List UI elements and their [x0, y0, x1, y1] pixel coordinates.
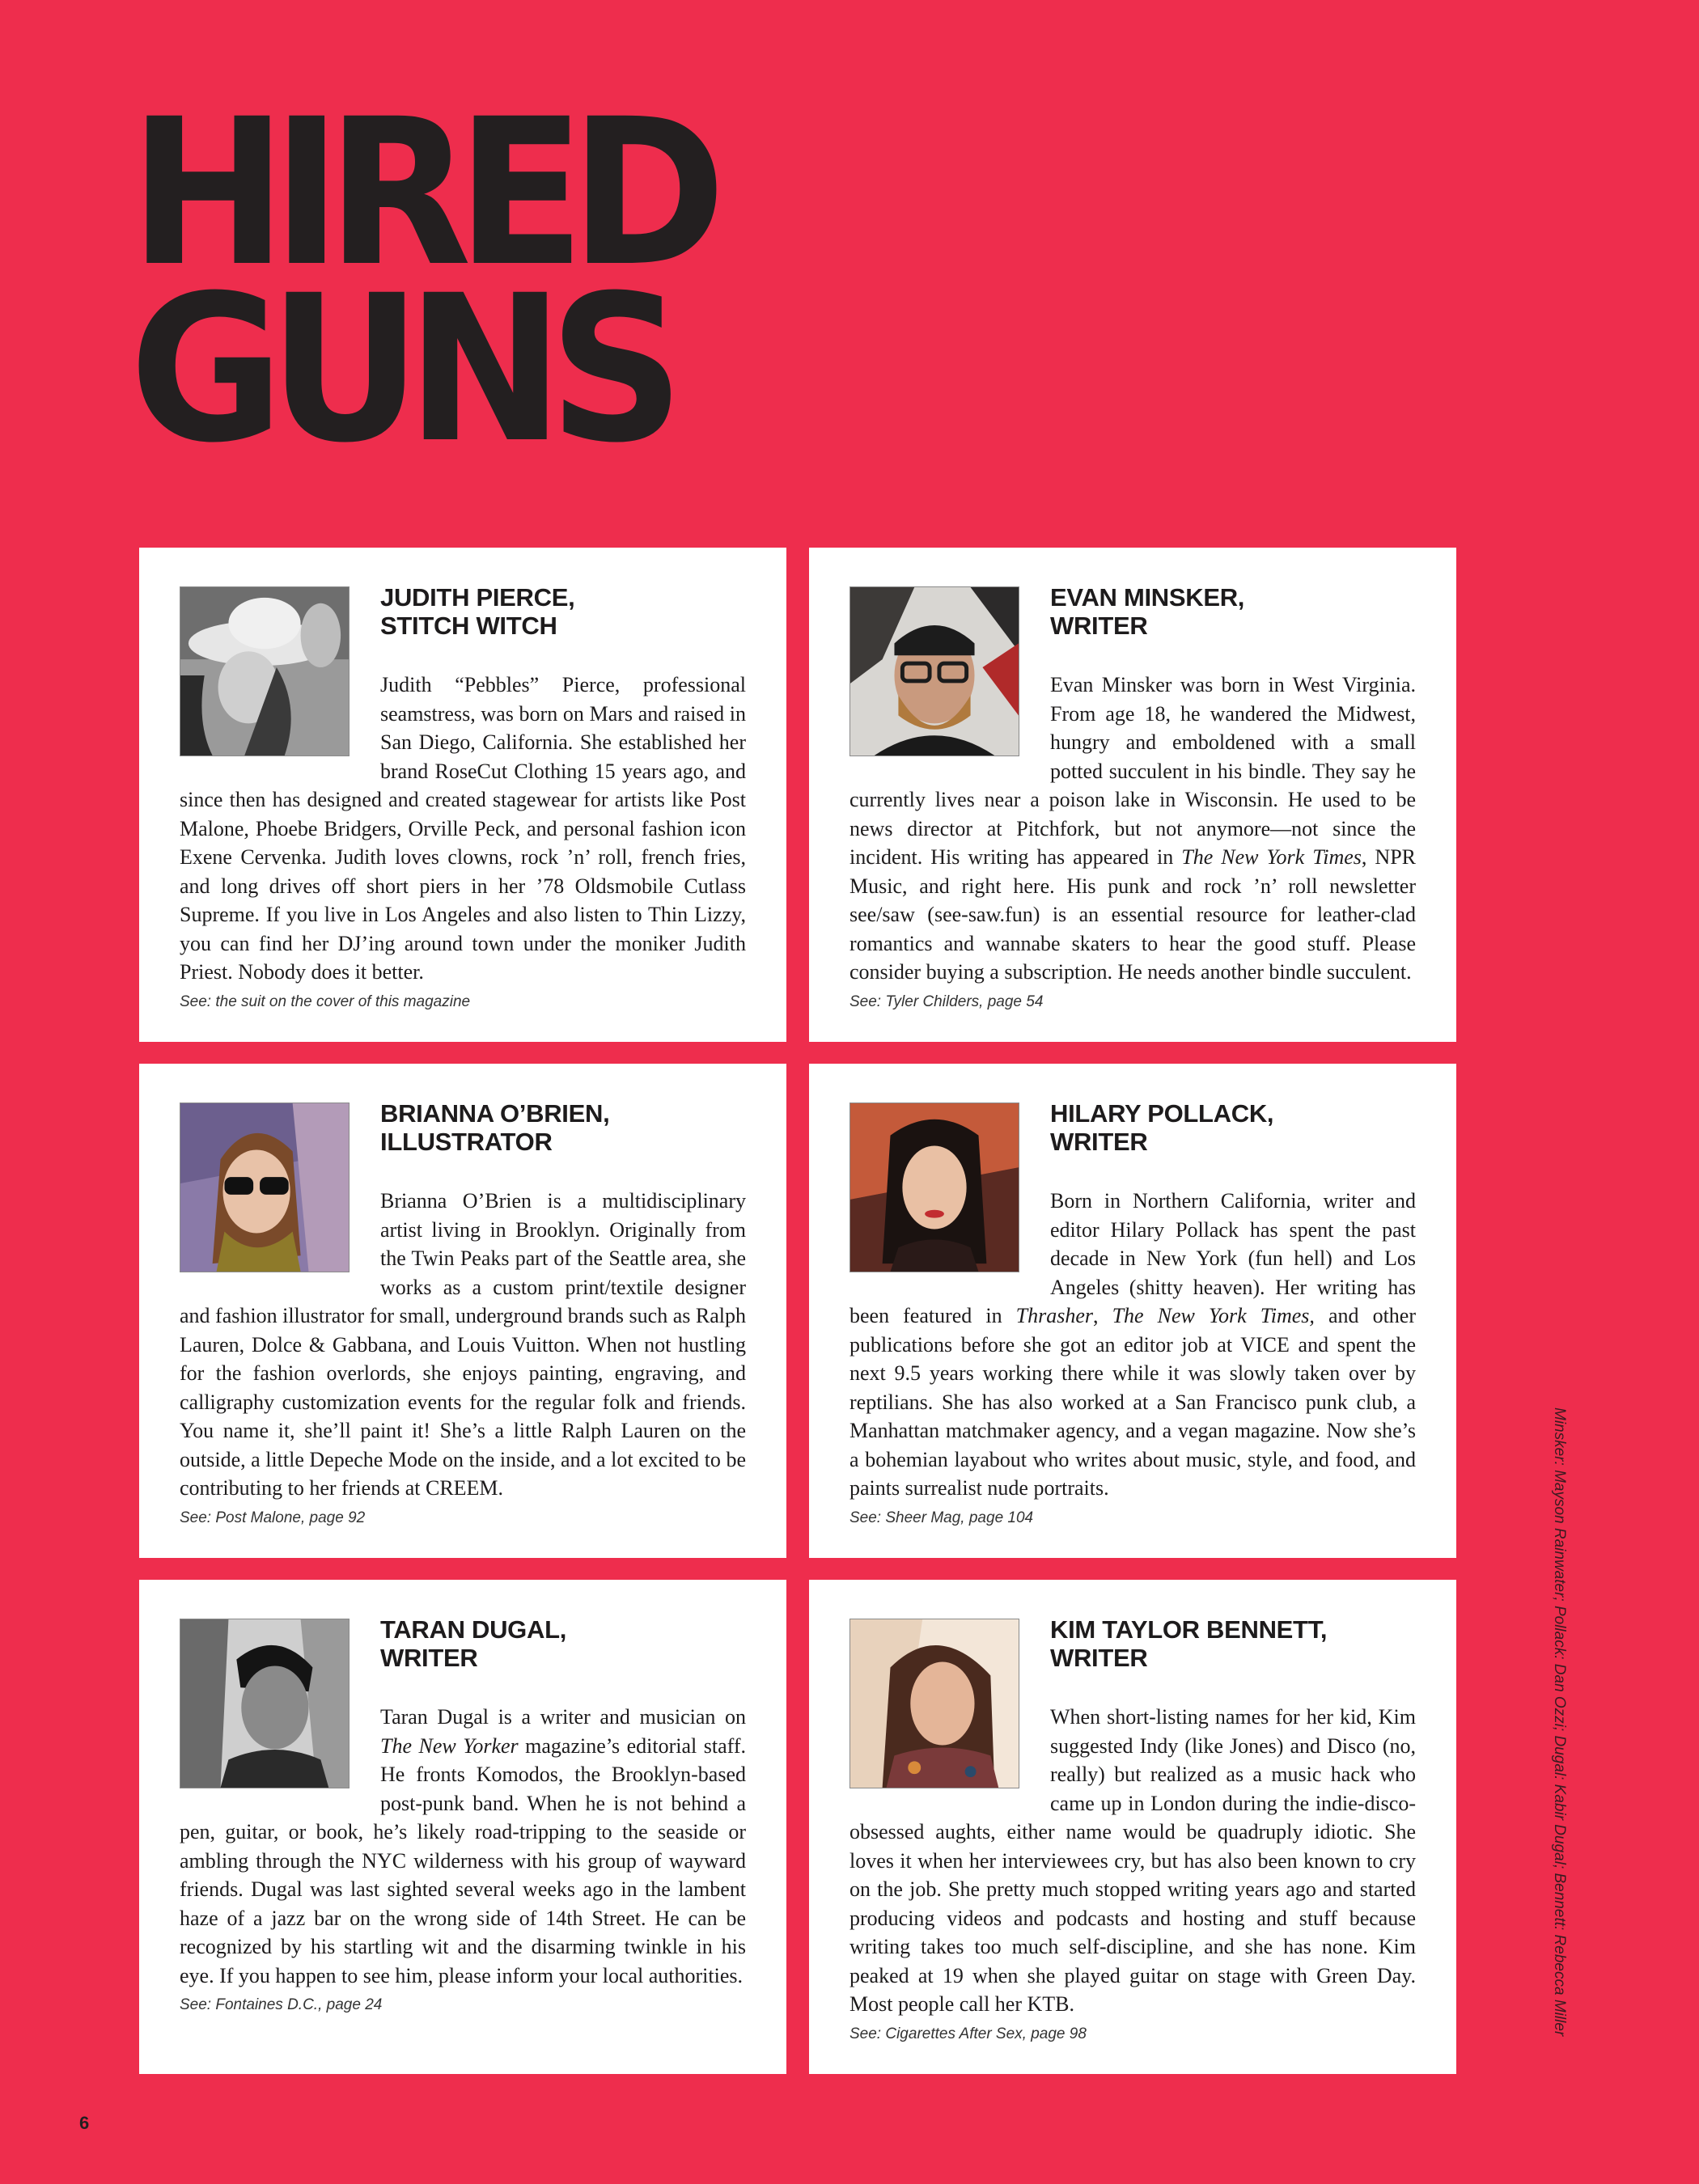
contributor-card-kim: [809, 1580, 1456, 2074]
see-reference: See: Post Malone, page 92: [180, 1509, 366, 1526]
see-reference: See: the suit on the cover of this magazine: [180, 993, 471, 1010]
see-reference: See: Cigarettes After Sex, page 98: [850, 2025, 1087, 2042]
portrait-photo: [180, 1103, 350, 1272]
contributor-name: KIM TAYLOR BENNETT, WRITER: [1050, 1615, 1328, 1672]
contributor-bio: Brianna O’Brien is a multidisciplinary artist living in Brooklyn. Originally from the Twin Peaks part of the Seattle area, she works as a custom print/textile designer and fashion illustrator for small, underground brands such as Ralph Lauren, Dolce & Gabbana, and Louis Vuitton. When not hustling for the fashion overlords, she enjoys painting, engraving, and calligraphy customization events for the regular folk and friends. You name it, she’ll paint it! She’s a little Ralph Lauren on the outside, a little Depeche Mode on the inside, and a lot excited to be contributing to her friends at CREEM.: [180, 1189, 746, 1500]
photo-credits: Minsker: Mayson Rainwater; Pollack: Dan Ozzi; Dugal: Kabir Dugal; Bennett: Rebecca Miller: [1551, 1407, 1568, 2037]
contributor-bio: Born in Northern California, writer and editor Hilary Pollack has spent the past decade in New York (fun hell) and Los Angeles (shitty heaven). Her writing has been featured in Thrasher, The New York Times, and other publications before she got an editor job at VICE and spent the next 9.5 years working there while it was slowly taken over by reptilians. She has also worked at a San Francisco punk club, a Manhattan matchmaker agency, and a vegan magazine. Now she’s a bohemian layabout who writes about music, style, and food, and paints surrealist nude portraits.: [850, 1189, 1416, 1500]
contributor-name: HILARY POLLACK, WRITER: [1050, 1099, 1274, 1156]
contributor-bio: When short-listing names for her kid, Kim suggested Indy (like Jones) and Disco (no, really) but realized as a music hack who came up in London during the indie-disco-obsessed aughts, either name would be quadruply idiotic. She loves it when her interviewees cry, but has also been known to cry on the job. She pretty much stopped writing years ago and started producing videos and podcasts and hosting and stuff because writing takes too much self-discipline, and she has none. Kim peaked at 19 when she played guitar on stage with Green Day. Most people call her KTB.: [850, 1705, 1416, 2016]
contributor-name: TARAN DUGAL, WRITER: [380, 1615, 567, 1672]
portrait-photo-icon: [180, 1103, 349, 1272]
contributor-bio: Evan Minsker was born in West Virginia. From age 18, he wandered the Midwest, hungry and emboldened with a small potted succulent in his bindle. They say he currently lives near a poison lake in Wisconsin. He used to be news director at Pitchfork, but not anymore—not since the incident. His writing has appeared in The New York Times, NPR Music, and right here. His punk and rock ’n’ roll newsletter see/saw (see-saw.fun) is an essential resource for leather-clad romantics and wannabe skaters to hear the good stuff. Please consider buying a subscription. He needs another bindle succulent.: [850, 673, 1416, 984]
contributor-card-evan: [809, 548, 1456, 1042]
see-reference: See: Fontaines D.C., page 24: [180, 1996, 383, 2013]
contributor-card-hilary: [809, 1064, 1456, 1558]
contributor-bio: Taran Dugal is a writer and musician on The New Yorker magazine’s editorial staff. He fronts Komodos, the Brooklyn-based post-punk band. When he is not behind a pen, guitar, or book, he’s likely road-tripping to the seaside or ambling through the NYC wilderness with his group of wayward friends. Dugal was last sighted several weeks ago in the lambent haze of a jazz bar on the wrong side of 14th Street. He can be recognized by his startling wit and the disarming twinkle in his eye. If you happen to see him, please inform your local authorities.: [180, 1705, 746, 1987]
contributor-bio: Judith “Pebbles” Pierce, professional seamstress, was born on Mars and raised in San Diego, California. She established her brand RoseCut Clothing 15 years ago, and since then has designed and created stagewear for artists like Post Malone, Phoebe Bridgers, Orville Peck, and personal fashion icon Exene Cervenka. Judith loves clowns, rock ’n’ roll, french fries, and long drives off short piers in her ’78 Oldsmobile Cutlass Supreme. If you live in Los Angeles and also listen to Thin Lizzy, you can find her DJ’ing around town under the moniker Judith Priest. Nobody does it better.: [180, 673, 746, 984]
headline-line-2: GUNS: [129, 252, 670, 487]
contributor-name: BRIANNA O’BRIEN, ILLUSTRATOR: [380, 1099, 610, 1156]
see-reference: See: Tyler Childers, page 54: [850, 993, 1044, 1010]
portrait-photo-icon: [850, 587, 1019, 756]
portrait-photo: [180, 1619, 350, 1788]
contributor-name: JUDITH PIERCE, STITCH WITCH: [380, 583, 575, 640]
portrait-photo-icon: [180, 587, 349, 756]
portrait-photo: [850, 586, 1019, 756]
contributor-card-brianna: [139, 1064, 786, 1558]
portrait-photo-icon: [850, 1103, 1019, 1272]
portrait-photo-icon: [850, 1619, 1019, 1788]
contributor-card-taran: [139, 1580, 786, 2074]
headline: [129, 75, 711, 487]
portrait-photo: [180, 586, 350, 756]
portrait-photo: [850, 1619, 1019, 1788]
page-number: 6: [79, 2113, 90, 2133]
contributor-name: EVAN MINSKER, WRITER: [1050, 583, 1245, 640]
contributor-card-judith: [139, 548, 786, 1042]
portrait-photo-icon: [180, 1619, 349, 1788]
portrait-photo: [850, 1103, 1019, 1272]
see-reference: See: Sheer Mag, page 104: [850, 1509, 1034, 1526]
headline-line-1: HIRED: [129, 75, 711, 311]
